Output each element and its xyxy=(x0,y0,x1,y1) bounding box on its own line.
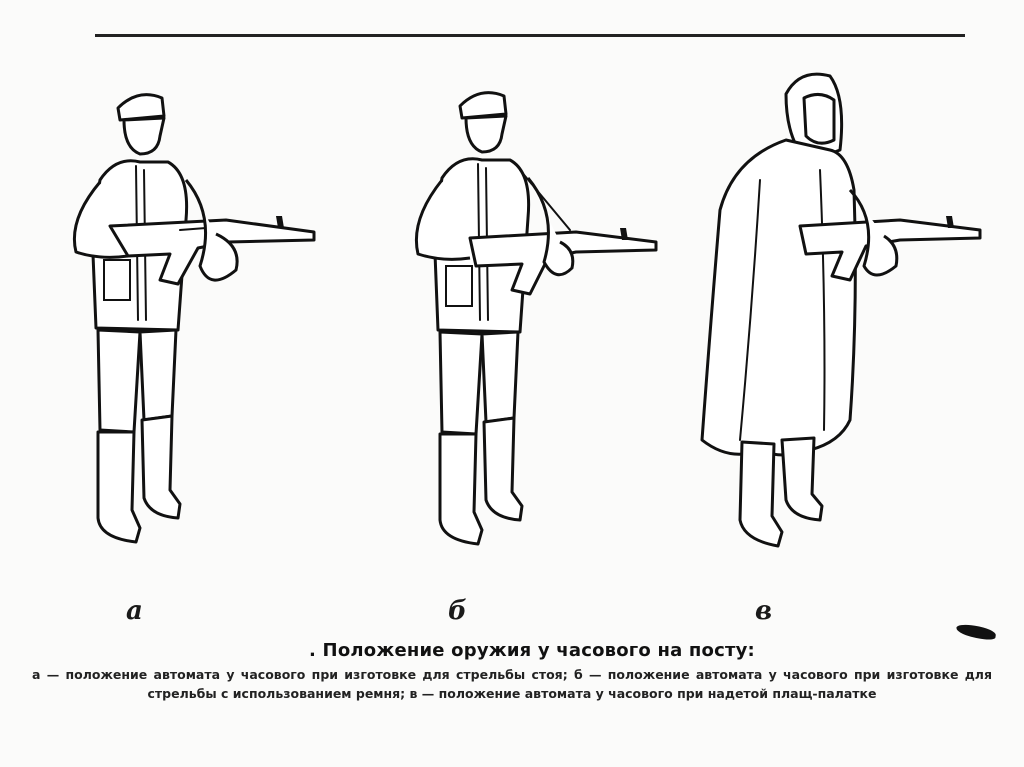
caption-title: . Положение оружия у часового на посту: xyxy=(309,640,755,661)
figure-caption xyxy=(20,640,1004,703)
figure-b-soldier xyxy=(380,70,720,570)
figure-a-soldier xyxy=(40,70,380,570)
figure-label-c: в xyxy=(755,596,773,626)
soldier-illustration-c xyxy=(690,70,1024,570)
top-rule xyxy=(95,34,965,37)
figure-c-soldier-cape xyxy=(690,70,1024,570)
ink-smudge xyxy=(955,623,996,640)
figure-label-b: б xyxy=(448,596,467,626)
soldier-illustration-a xyxy=(40,70,380,570)
figure-label-a: а xyxy=(126,596,143,626)
caption-description: а — положение автомата у часового при изготовке для стрельбы стоя; б — положение автомата у часового при изготовке для стрельбы с использованием ремня; в — положение автомата у часового при надетой плащ-палатке xyxy=(32,667,992,701)
soldier-illustration-b xyxy=(380,70,720,570)
